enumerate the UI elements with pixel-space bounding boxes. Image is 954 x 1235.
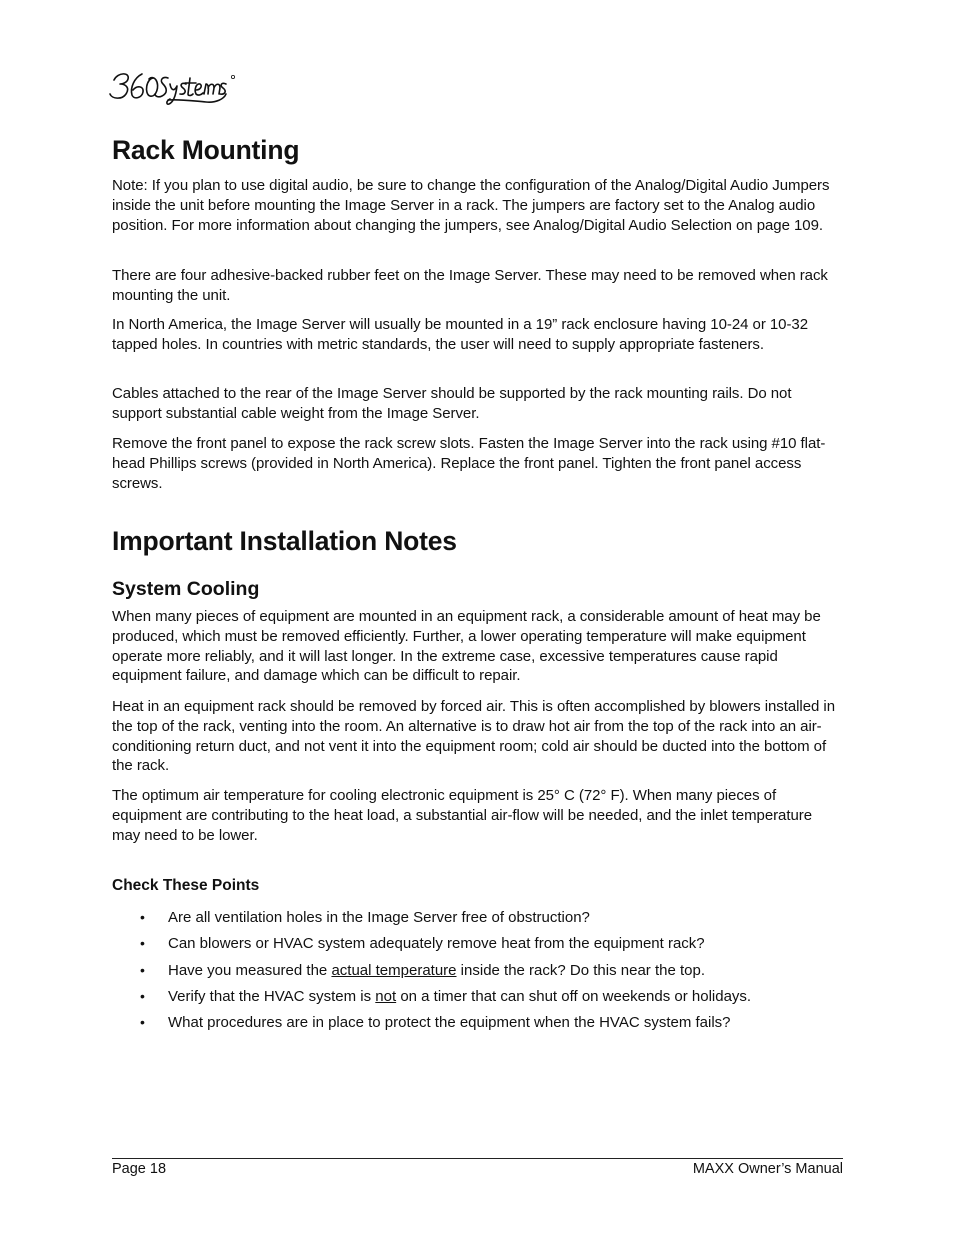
- footer-divider: [112, 1158, 843, 1159]
- bullet-icon: •: [140, 961, 145, 978]
- page-number: Page 18: [112, 1161, 167, 1177]
- check-points-list: [112, 908, 844, 1039]
- cooling-paragraph-3: The optimum air temperature for cooling electronic equipment is 25° C (72° F). When many pieces of equipment are contributing to the heat load, a substantial air-flow will be needed, and the inlet temperature may need to be lower.: [112, 787, 812, 844]
- subsection-title-check-points: Check These Points: [112, 877, 260, 894]
- list-item: • Are all ventilation holes in the Image Server free of obstruction?: [140, 909, 590, 926]
- bullet-icon: •: [140, 935, 145, 952]
- cooling-paragraph-2: Heat in an equipment rack should be removed by forced air. This is often accomplished by blowers installed in the top of the rack, venting into the room. An alternative is to draw hot air from the top of the rack into an air-conditioning return duct, and not vent it into the equipment room; cold air should be ducted into the bottom of the rack.: [112, 698, 835, 775]
- list-item: • Verify that the HVAC system is not on a timer that can shut off on weekends or holidays.: [140, 987, 752, 1005]
- manual-title: MAXX Owner’s Manual: [692, 1161, 843, 1177]
- company-logo: [108, 66, 240, 106]
- underlined-text: not: [375, 987, 397, 1005]
- bullet-icon: •: [140, 1014, 145, 1031]
- cables-paragraph: Cables attached to the rear of the Image Server should be supported by the rack mounting rails. Do not support substantial cable weight from the Image Server.: [112, 385, 792, 422]
- bullet-icon: •: [140, 987, 145, 1004]
- bullet-icon: •: [140, 909, 145, 925]
- list-item: • Can blowers or HVAC system adequately remove heat from the equipment rack?: [140, 935, 705, 953]
- rubber-feet-paragraph: There are four adhesive-backed rubber feet on the Image Server. These may need to be removed when rack mounting the unit.: [112, 267, 828, 304]
- subsection-title-system-cooling: System Cooling: [112, 578, 260, 600]
- front-panel-paragraph: Remove the front panel to expose the rack screw slots. Fasten the Image Server into the rack using #10 flat-head Phillips screws (provided in North America). Replace the front panel. Tighten the front panel access screws.: [112, 435, 826, 492]
- cooling-paragraph-1: When many pieces of equipment are mounted in an equipment rack, a considerable amount of heat may be produced, which must be removed efficiently. Further, a lower operating temperature will make equipment operate more reliably, and it will last longer. In the extreme case, excessive temperatures cause rapid equipment failure, and damage which can be difficult to repair.: [112, 608, 821, 685]
- list-item: • Have you measured the actual temperature inside the rack? Do this near the top.: [140, 961, 705, 979]
- section-title-rack-mounting: Rack Mounting: [112, 135, 300, 165]
- rack-note-paragraph: Note: If you plan to use digital audio, be sure to change the configuration of the Analog/Digital Audio Jumpers inside the unit before mounting the Image Server in a rack. The jumpers are factory set to the Analog audio position. For more information about changing the jumpers, see Analog/Digital Audio Selection on page 109.: [112, 177, 830, 234]
- list-item: • What procedures are in place to protect the equipment when the HVAC system fails?: [140, 1014, 731, 1032]
- north-america-paragraph: In North America, the Image Server will usually be mounted in a 19” rack enclosure having 10-24 or 10-32 tapped holes. In countries with metric standards, the user will need to supply appropriate fasteners.: [112, 316, 808, 353]
- section-title-installation-notes: Important Installation Notes: [112, 526, 457, 556]
- underlined-text: actual temperature: [331, 961, 457, 979]
